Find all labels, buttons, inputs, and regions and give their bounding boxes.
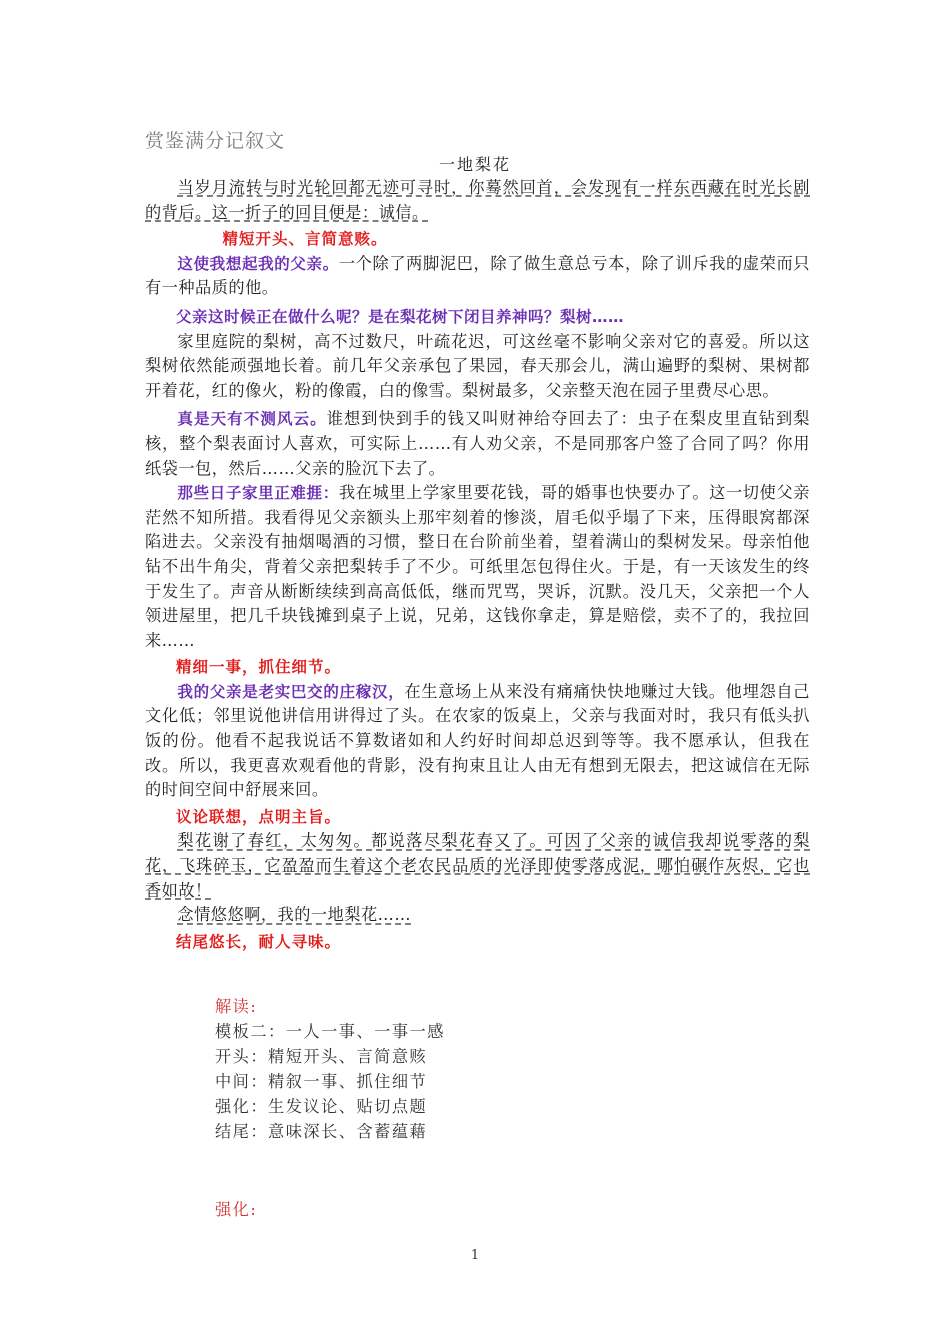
note-ending: 结尾悠长，耐人寻味。	[176, 932, 342, 951]
paragraph-closing	[145, 903, 810, 928]
note-opening: 精短开头、言简意赅。	[222, 230, 388, 249]
analysis-heading: 解读:	[215, 997, 258, 1016]
question-line: 父亲这时候正在做什么呢？是在梨花树下闭目养神吗？梨树……	[176, 307, 625, 326]
analysis-line: 开头：精短开头、言简意赅	[215, 1047, 428, 1066]
essay-title: 一地梨花	[438, 155, 511, 174]
essay-body	[145, 176, 810, 954]
text-father: 一个除了两脚泥巴，除了做生意总亏本，除了训斥我的虚荣而只有一种品质的他。	[145, 253, 810, 298]
page-number: 1	[470, 1248, 480, 1263]
text-misfortune: 谁想到快到手的钱又叫财神给夺回去了：虫子在梨皮里直钻到梨核，整个梨表面讨人喜欢，可实际上……有人劝父亲，不是同那客户签了合同了吗？你用纸袋一包，然后……父亲的脸沉下去了。	[145, 409, 810, 478]
closing-text: 念情悠悠啊，我的一地梨花……	[177, 905, 412, 925]
paragraph-pear-blossom	[145, 829, 810, 903]
paragraph-hard-days	[145, 481, 810, 653]
text-honest-farmer: 在生意场上从来没有痛痛快快地赚过大钱。他埋怨自己文化低；邻里说他讲信用讲得过了头。在农家的饭桌上，父亲与我面对时，我只有低头扒饭的份。他看不起我说话不算数诸如和人约好时间却总迟到等等。我不愿承认，但我在改。所以，我更喜欢观看他的背影，没有拘束且让人由无有想到无限去，把这诚信在无际的时间空间中舒展来回。	[145, 681, 810, 800]
lead-father: 这使我想起我的父亲。	[177, 254, 339, 273]
strengthen-heading: 强化:	[215, 1200, 258, 1219]
analysis-section	[215, 994, 445, 1144]
opening-text: 当岁月流转与时光轮回都无迹可寻时，你蓦然回首，会发现有一样东西藏在时光长剧的背后。这一折子的回目便是：诚信。	[145, 178, 810, 222]
lead-hard-days: 那些日子家里正难捱：	[177, 484, 339, 503]
lead-misfortune: 真是天有不测风云。	[177, 410, 327, 429]
paragraph-misfortune	[145, 407, 810, 481]
analysis-line: 强化：生发议论、贴切点题	[215, 1097, 428, 1116]
analysis-line: 模板二：一人一事、一事一感	[215, 1022, 445, 1041]
section-title: 赏鉴满分记叙文	[145, 130, 286, 152]
paragraph-opening	[145, 176, 810, 225]
paragraph-honest-farmer	[145, 680, 810, 803]
analysis-line: 结尾：意味深长、含蓄蕴藉	[215, 1122, 428, 1141]
paragraph-father	[145, 252, 810, 301]
note-theme: 议论联想，点明主旨。	[176, 807, 342, 826]
note-detail: 精细一事，抓住细节。	[176, 658, 342, 677]
lead-honest-farmer: 我的父亲是老实巴交的庄稼汉，	[177, 682, 405, 701]
analysis-line: 中间：精叙一事、抓住细节	[215, 1072, 428, 1091]
paragraph-pear-tree: 家里庭院的梨树，高不过数尺，叶疏花迟，可这丝毫不影响父亲对它的喜爱。所以这梨树依然能顽强地长着。前几年父亲承包了果园，春天那会儿，满山遍野的梨树、果树都开着花，红的像火，粉的像霞，白的像雪。梨树最多，父亲整天泡在园子里费尽心思。	[145, 331, 810, 400]
text-hard-days: 我在城里上学家里要花钱，哥的婚事也快要办了。这一切使父亲茫然不知所措。我看得见父亲额头上那牢刻着的惨淡，眉毛似乎塌了下来，压得眼窝都深陷进去。父亲没有抽烟喝酒的习惯，整日在台阶前坐着，望着满山的梨树发呆。母亲怕他钻不出牛角尖，背着父亲把梨转手了不少。可纸里怎包得住火。于是，有一天该发生的终于发生了。声音从断断续续到高高低低，继而咒骂，哭诉，沉默。没几天，父亲把一个人领进屋里，把几千块钱摊到桌子上说，兄弟，这钱你拿走，算是赔偿，卖不了的，我拉回来……	[145, 483, 810, 650]
pear-blossom-text: 梨花谢了春红，太匆匆。都说落尽梨花春又了。可因了父亲的诚信我却说零落的梨花，飞珠碎玉，它盈盈而生着这个老农民品质的光泽即使零落成泥，哪怕碾作灰烬，它也香如故！	[145, 831, 810, 900]
